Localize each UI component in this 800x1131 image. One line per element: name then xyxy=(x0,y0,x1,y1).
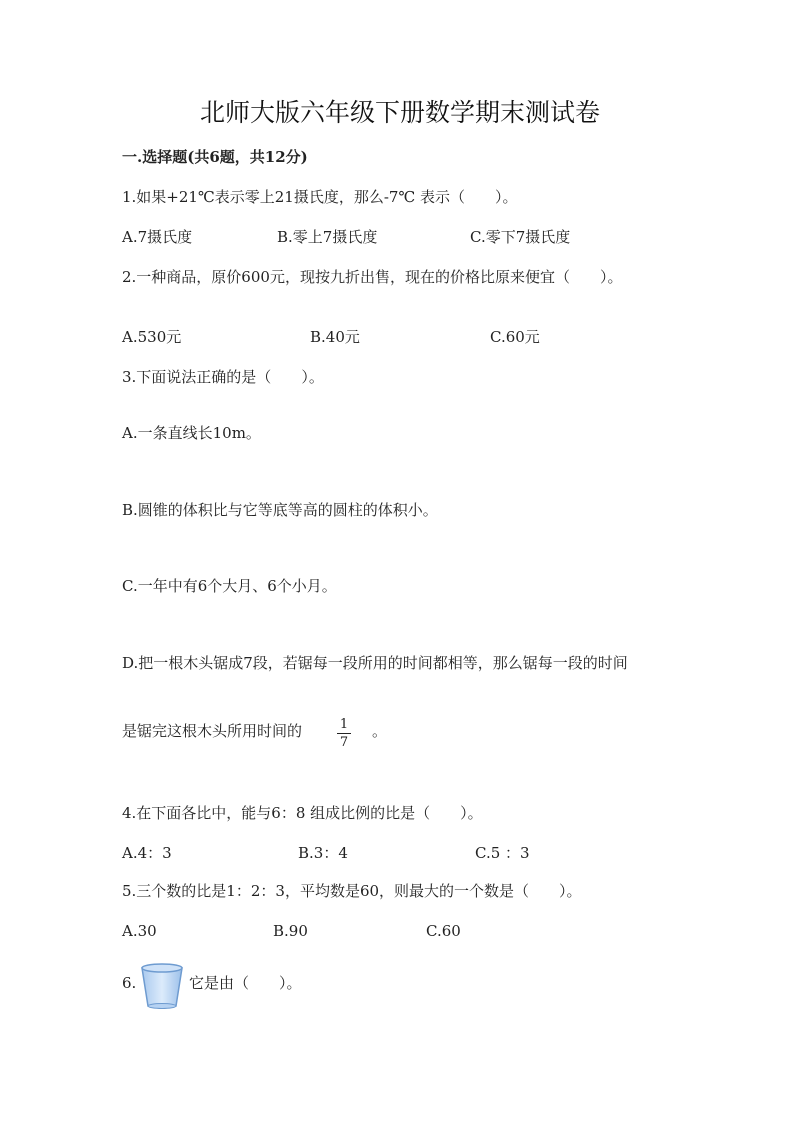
question-2-option-b[interactable]: B.40元 xyxy=(310,328,360,346)
page-title: 北师大版六年级下册数学期末测试卷 xyxy=(199,98,600,127)
fraction-bar xyxy=(337,733,351,734)
question-2-stem: 2.一种商品，原价600元，现按九折出售，现在的价格比原来便宜（ ）。 xyxy=(122,268,623,286)
question-3-option-d[interactable]: D.把一根木头锯成7段，若锯每一段所用的时间都相等，那么锯每一段的时间 xyxy=(122,654,628,672)
question-4-option-b[interactable]: B.3：4 xyxy=(298,844,348,862)
cup-icon xyxy=(138,962,186,1010)
question-3-option-d-end: 。 xyxy=(372,722,388,740)
question-5-option-b[interactable]: B.90 xyxy=(273,922,308,940)
question-1-option-b[interactable]: B.零上7摄氏度 xyxy=(277,228,378,246)
question-3-stem: 3.下面说法正确的是（ ）。 xyxy=(122,368,324,386)
fraction-one-seventh xyxy=(337,718,351,749)
section-heading: 一.选择题(共6题，共12分) xyxy=(122,148,308,166)
fraction-denominator: 7 xyxy=(339,735,349,750)
question-3-option-d-continued: 是锯完这根木头所用时间的 xyxy=(122,722,303,740)
question-1-option-c[interactable]: C.零下7摄氏度 xyxy=(470,228,571,246)
question-1-stem: 1.如果+21℃表示零上21摄氏度，那么-7℃ 表示（ ）。 xyxy=(122,188,518,206)
question-2-option-c[interactable]: C.60元 xyxy=(490,328,540,346)
question-1-option-a[interactable]: A.7摄氏度 xyxy=(122,228,193,246)
question-6-number: 6. xyxy=(122,974,137,992)
question-5-option-a[interactable]: A.30 xyxy=(122,922,157,940)
question-4-option-a[interactable]: A.4：3 xyxy=(122,844,172,862)
question-3-option-b[interactable]: B.圆锥的体积比与它等底等高的圆柱的体积小。 xyxy=(122,501,438,519)
question-6-stem: 它是由（ ）。 xyxy=(189,974,302,992)
question-2-option-a[interactable]: A.530元 xyxy=(122,328,182,346)
question-4-option-c[interactable]: C.5 ：3 xyxy=(475,844,530,862)
question-5-option-c[interactable]: C.60 xyxy=(426,922,461,940)
fraction-numerator: 1 xyxy=(339,717,349,732)
question-4-stem: 4.在下面各比中，能与6：8 组成比例的比是（ ）。 xyxy=(122,804,483,822)
question-3-option-c[interactable]: C.一年中有6个大月、6个小月。 xyxy=(122,577,337,595)
question-3-option-a[interactable]: A.一条直线长10m。 xyxy=(122,424,261,442)
question-5-stem: 5.三个数的比是1：2：3，平均数是60，则最大的一个数是（ ）。 xyxy=(122,882,582,900)
